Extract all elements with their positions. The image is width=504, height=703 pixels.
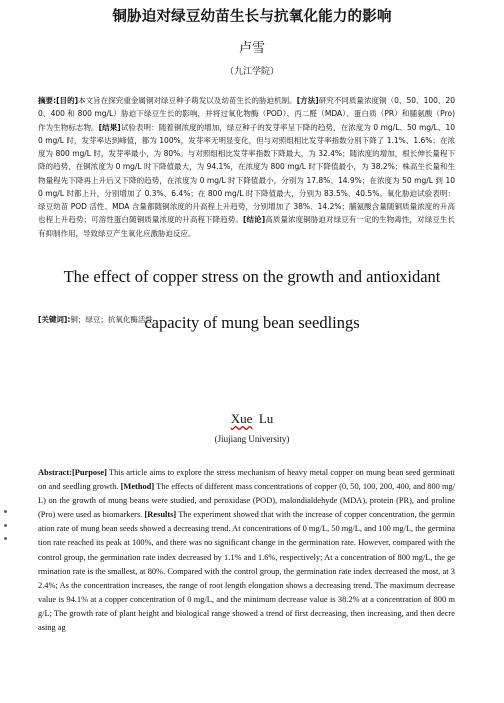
english-author: [0, 411, 504, 427]
results-label: [结果]: [98, 122, 121, 132]
abstract-label-en: Abstract:: [38, 468, 72, 477]
results-text: 试验表明：随着铜浓度的增加，绿豆种子的发芽率呈下降的趋势，在浓度为 0 mg/L、50 mg/L、100 mg/L 时，发芽率达到峰值，都为 100%，发芽率无明显变化，但与对照组相比发芽率指数分别下降了 1.1%、1.6%；在浓度为 800 mg/L 时，发芽率最小，为 80%。与对照组相比发芽率指数下降最大，为 32.4%；随浓度的增加，根长伸长量程下降的趋势，在铜浓度为 0 mg/L 时下降值最大，为 94.1%，在浓度为 800 mg/L 时下降值最小，为 38.2%；株高生长量和生物量程先下降再上升后又下降的趋势，在浓度为 0 mg/L 时下降值最小，分别为 17.8%、14.9%；在浓度为 50 mg/L 到 100 mg/L 时都上升，分别增加了 0.3%、6.4%；在 800 mg/L 时下降值最大，分别为 83.5%、40.5%。氧化胁迫试验表明：绿豆幼苗 POD 活性、MDA 含量都随铜浓度的升高程上升趋势，分别增加了 38%、14.2%；脯氨酸含量随铜质量浓度的升高也程上升趋势；可溶性蛋白随铜质量浓度的升高程下降趋势。: [38, 122, 456, 225]
conclusion-text: 高质量浓度铜胁迫对绿豆有一定的生物毒性，对绿豆生长有抑制作用，导致绿豆产生氧化应激胁迫反应。: [38, 215, 456, 238]
purpose-label-en: [Purpose]: [71, 468, 107, 477]
keywords-text: 铜；绿豆；抗氧化酶活性: [70, 315, 153, 324]
handle-dot: [4, 510, 7, 513]
english-title: [0, 262, 504, 338]
results-label-en: [Results]: [144, 510, 177, 520]
keywords-label: [关键词]:: [38, 315, 71, 324]
purpose-label: [目的]: [56, 96, 79, 105]
chinese-author: 卢雪: [238, 41, 265, 56]
method-label-en: [Method]: [120, 482, 155, 492]
drag-handle-icon[interactable]: [3, 510, 7, 540]
handle-dot: [4, 524, 7, 527]
purpose-text: 本文旨在探究重金属铜对绿豆种子萌发以及幼苗生长的胁迫机制。: [78, 96, 297, 105]
purpose-text-en: This article aims to explore the stress mechanism of heavy metal copper on mung bean seed germination and seedling growth.: [38, 468, 455, 492]
english-title-line-1: The effect of copper stress on the growth and antioxidant: [63, 267, 441, 286]
english-abstract: [38, 466, 455, 635]
english-title-line-2: capacity of mung bean seedlings: [144, 313, 360, 332]
chinese-abstract: [38, 94, 455, 240]
english-affiliation: (Jiujiang University): [214, 434, 290, 444]
author-given-name: Lu: [258, 411, 274, 426]
method-text-en: The effects of different mass concentrations of copper (0, 50, 100, 200, 400, and 800 mg/L) on the growth of mung beans were studied, and peroxidase (POD), malondialdehyde (MDA), protein (PR), and proline (Pro) were used as biomarkers.: [38, 482, 456, 520]
handle-dot: [4, 537, 7, 540]
abstract-label: 摘要:: [38, 96, 57, 105]
author-surname: Xue: [230, 411, 253, 426]
chinese-title: 铜胁迫对绿豆幼苗生长与抗氧化能力的影响: [112, 9, 392, 25]
results-text-en: The experiment showed that with the increase of copper concentration, the germination rate of mung bean seeds showed a decreasing trend. At concentrations of 0 mg/L, 50 mg/L, and 100 mg/L, the germination rate reached its peak at 100%, and there was no significant change in the germination rate. However, compared with the control group, the germination rate index decreased by 1.1% and 1.6%, respectively; At a concentration of 800 mg/L, the germination rate is the smallest, at 80%. Compared with the control group, the germination rate index decreased the most, at 32.4%; As the concentration increases, the range of root length elongation shows a decreasing trend. The maximum decrease value is 94.1% at a copper concentration of 0 mg/L, and the minimum decrease value is 38.2% at a concentration of 800 mg/L; The growth rate of plant height and biological range showed a trend of first decreasing, then increasing, and then decreasing ag: [38, 510, 456, 633]
chinese-affiliation: （九江学院）: [224, 67, 279, 77]
method-label: [方法]: [296, 96, 319, 105]
conclusion-label: [结论]: [243, 215, 266, 225]
method-text: 研究不同质量浓度铜（0、50、100、200、400 和 800 mg/L）胁迫下绿豆生长的影响，并将过氧化物酶（POD）、丙二醛（MDA）、蛋白质（PR）和脯氨酸（Pro)作为生物标志物。: [38, 96, 456, 132]
